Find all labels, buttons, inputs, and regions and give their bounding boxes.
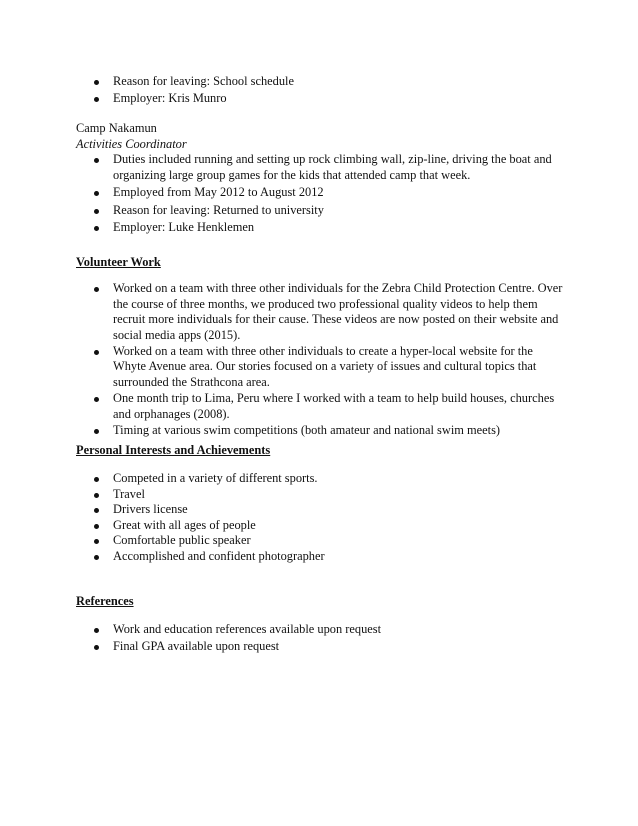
list-item: Travel [113, 487, 563, 503]
bullet-icon [94, 397, 99, 402]
list-item: Comfortable public speaker [113, 533, 563, 549]
list-item: Timing at various swim competitions (both amateur and national swim meets) [113, 423, 563, 439]
camp-job-section [76, 121, 576, 237]
references-list [113, 622, 563, 655]
job-title: Activities Coordinator [76, 136, 187, 151]
bullet-icon [94, 209, 99, 214]
list-item: Reason for leaving: School schedule [113, 74, 583, 90]
list-item: Employer: Luke Henklemen [113, 220, 568, 236]
bullet-icon [94, 429, 99, 434]
list-item: One month trip to Lima, Peru where I worked with a team to help build houses, churches and orphanages (2008). [113, 391, 563, 422]
list-item: Accomplished and confident photographer [113, 549, 563, 565]
list-item: Work and education references available upon request [113, 622, 563, 638]
personal-interests-list [113, 471, 563, 565]
bullet-icon [94, 226, 99, 231]
list-item: Employed from May 2012 to August 2012 [113, 185, 568, 201]
bullet-icon [94, 645, 99, 650]
list-item: Great with all ages of people [113, 518, 563, 534]
list-item: Worked on a team with three other individuals to create a hyper-local website for the Whyte Avenue area. Our stories focused on a variety of issues and cultural topics that surrounded the Strathcona area. [113, 344, 563, 391]
bullet-icon [94, 477, 99, 482]
list-item: Employer: Kris Munro [113, 91, 583, 107]
bullet-icon [94, 80, 99, 85]
bullet-icon [94, 524, 99, 529]
list-item: Worked on a team with three other individuals for the Zebra Child Protection Centre. Over the course of three months, we produced two professional quality videos to help them recruit more individuals for their cause. These videos are now posted on their website and social media apps (2015). [113, 281, 563, 343]
references-heading: References [76, 594, 134, 608]
bullet-icon [94, 508, 99, 513]
list-item: Reason for leaving: Returned to university [113, 203, 568, 219]
bullet-icon [94, 555, 99, 560]
volunteer-work-heading: Volunteer Work [76, 255, 161, 269]
bullet-icon [94, 191, 99, 196]
previous-job-details-list [113, 74, 583, 108]
bullet-icon [94, 628, 99, 633]
camp-job-details-list [113, 152, 568, 235]
list-item: Drivers license [113, 502, 563, 518]
list-item: Duties included running and setting up rock climbing wall, zip-line, driving the boat and organizing large group games for the kids that attended camp that week. [113, 152, 568, 183]
bullet-icon [94, 350, 99, 355]
bullet-icon [94, 493, 99, 498]
list-item: Final GPA available upon request [113, 639, 563, 655]
volunteer-work-list [113, 281, 563, 439]
company-name: Camp Nakamun [76, 121, 157, 135]
personal-interests-heading: Personal Interests and Achievements [76, 443, 271, 457]
bullet-icon [94, 97, 99, 102]
bullet-icon [94, 287, 99, 292]
bullet-icon [94, 539, 99, 544]
list-item: Competed in a variety of different sports. [113, 471, 563, 487]
bullet-icon [94, 158, 99, 163]
